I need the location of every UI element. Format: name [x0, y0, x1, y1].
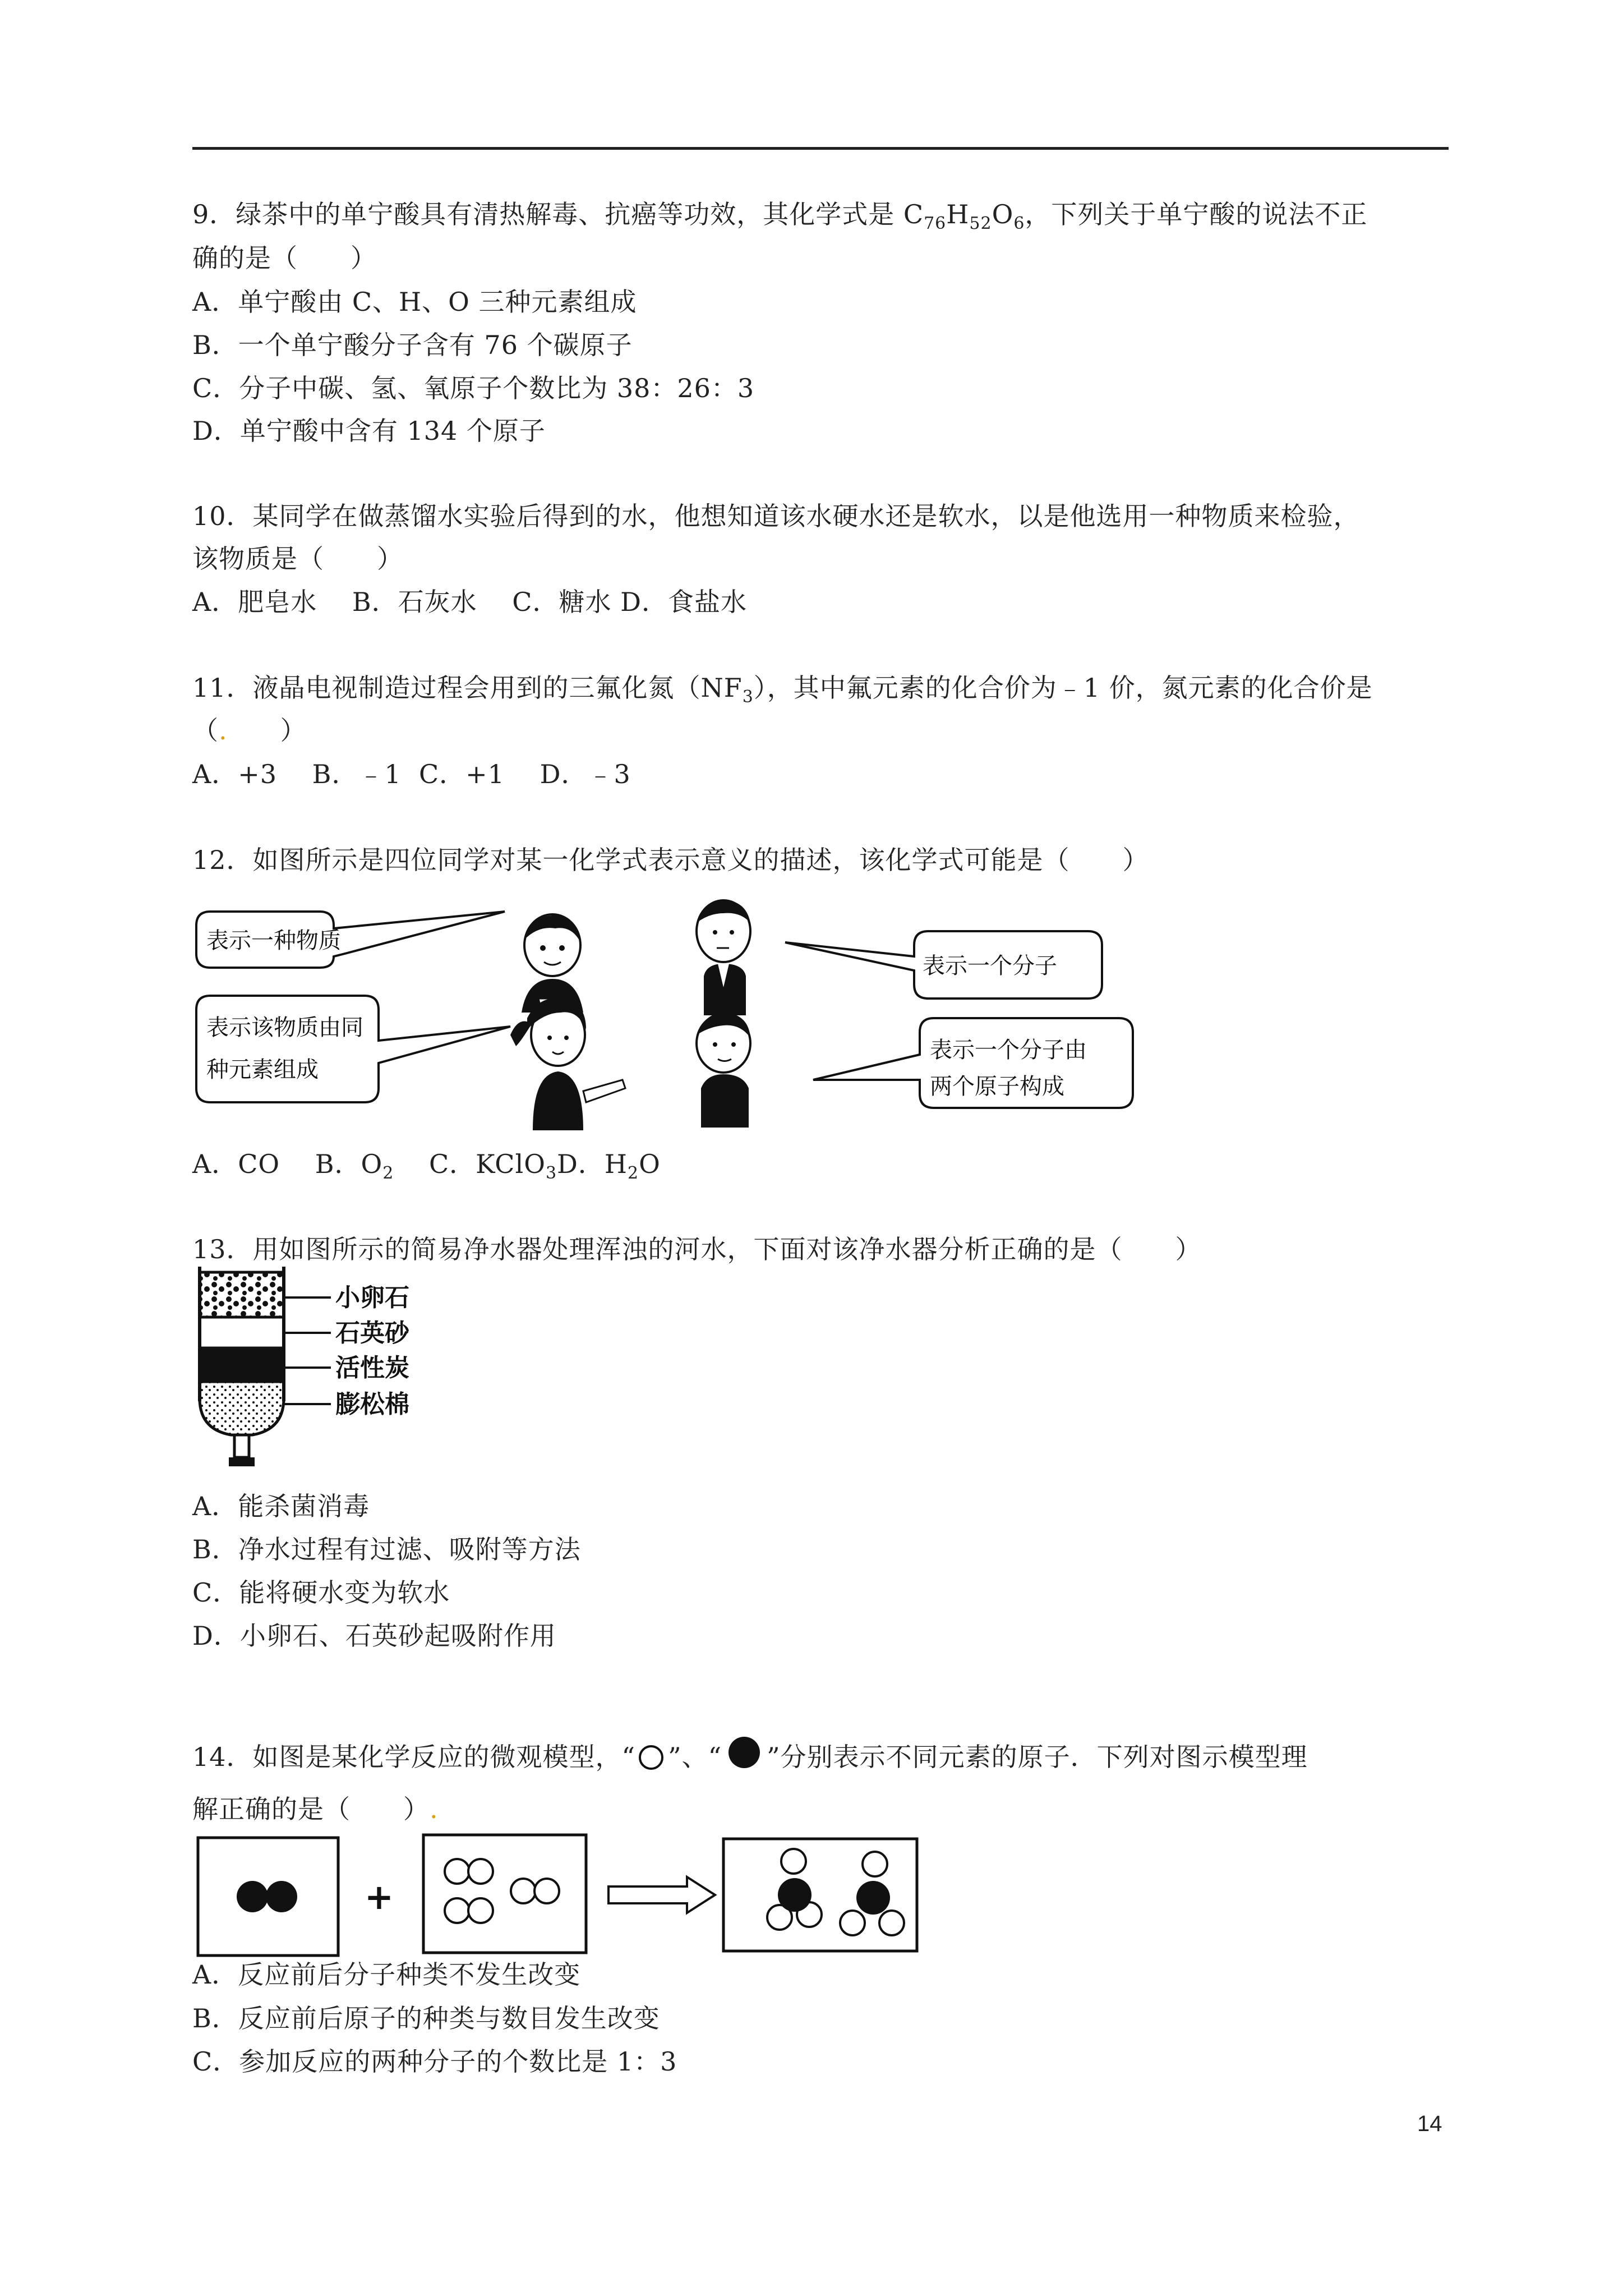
- q14-option-b: B．反应前后原子的种类与数目发生改变: [192, 2003, 660, 2033]
- q9-stem-line1: 9．绿茶中的单宁酸具有清热解毒、抗癌等功效，其化学式是 $C_{76}H_{52}O_6$，下列关于单宁酸的说法不正: [192, 199, 1368, 233]
- q13-option-d: D．小卵石、石英砂起吸附作用: [192, 1621, 556, 1651]
- q12-stem: 12．如图所示是四位同学对某一化学式表示意义的描述，该化学式可能是（ ）: [192, 845, 1149, 875]
- q13-stem: 13．用如图所示的简易净水器处理浑浊的河水，下面对该净水器分析正确的是（ ）: [192, 1234, 1202, 1264]
- q13-option-c: C．能将硬水变为软水: [192, 1577, 450, 1608]
- quartz-sand-layer: [200, 1317, 284, 1348]
- bubble-text-3a: 表示该物质由同: [206, 1015, 363, 1041]
- bubble-text-3b: 种元素组成: [206, 1057, 319, 1083]
- water-purifier-figure: [196, 1267, 465, 1480]
- q9-option-b: B．一个单宁酸分子含有 76 个碳原子: [192, 330, 633, 360]
- plus-sign: +: [365, 1876, 394, 1917]
- q13-option-a: A．能杀菌消毒: [192, 1491, 370, 1521]
- q10-stem-line2: 该物质是（ ）: [192, 544, 403, 574]
- q11-stem-line1: 11．液晶电视制造过程会用到的三氟化氮$(NF_3)$，其中氟元素的化合价为﹣1 价，氮元素的化合价是: [192, 673, 1373, 707]
- activated-carbon-layer: [200, 1348, 284, 1382]
- speech-bubble-2: [785, 931, 1102, 999]
- student-1-icon: [522, 914, 583, 1013]
- page-number: 14: [1417, 2111, 1442, 2136]
- header-rule: [192, 147, 1449, 150]
- q9-option-d: D．单宁酸中含有 134 个原子: [192, 416, 546, 446]
- student-2-icon: [697, 900, 750, 1015]
- reactant-box-2: [423, 1835, 586, 1953]
- label-activated-carbon: 活性炭: [335, 1354, 409, 1382]
- q12-options: A．CO B．$O_2$ C．KClO$_3$D．$H_2O$: [192, 1149, 661, 1183]
- q9-option-a: A．单宁酸由 C、H、O 三种元素组成: [192, 287, 637, 317]
- white-atom-icon: [635, 1743, 668, 1772]
- bubble-text-1: 表示一种物质: [206, 928, 341, 954]
- student-4-icon: [697, 1013, 750, 1128]
- q14-option-c: C．参加反应的两种分子的个数比是 1：3: [192, 2046, 677, 2077]
- pebble-layer: [200, 1272, 284, 1317]
- q11-stem-line2: （. ）: [192, 715, 307, 746]
- q10-options: A．肥皂水 B．石灰水 C．糖水 D．食盐水: [192, 587, 747, 617]
- q10-stem-line1: 10．某同学在做蒸馏水实验后得到的水，他想知道该水硬水还是软水，以是他选用一种物质来检验，: [192, 501, 1360, 531]
- black-atom-icon: [722, 1736, 767, 1769]
- q11-options: A．+3 B．﹣1 C．+1 D．﹣3: [192, 759, 631, 789]
- q12-students-figure: [191, 895, 1144, 1147]
- q13-option-b: B．净水过程有过滤、吸附等方法: [192, 1534, 581, 1565]
- speech-bubble-1: [196, 912, 505, 968]
- label-pebbles: 小卵石: [335, 1283, 409, 1312]
- reaction-model-figure: [193, 1833, 956, 1962]
- reaction-arrow-icon: [608, 1877, 715, 1913]
- label-quartz-sand: 石英砂: [335, 1319, 409, 1347]
- q9-option-c: C．分子中碳、氢、氧原子个数比为 38：26：3: [192, 373, 755, 403]
- q14-stem-line1: 14．如图是某化学反应的微观模型，“ ”、“ ”分别表示不同元素的原子．下列对图示模型理: [192, 1736, 1308, 1774]
- bubble-text-4b: 两个原子构成: [930, 1074, 1064, 1099]
- q14-stem-line2: 解正确的是（ ）.: [192, 1794, 439, 1824]
- cotton-layer: [200, 1382, 284, 1435]
- speech-bubble-4: [813, 1018, 1133, 1108]
- q9-stem-line2: 确的是（ ）: [192, 243, 377, 273]
- bubble-text-4a: 表示一个分子由: [930, 1037, 1087, 1063]
- speech-bubble-3: [196, 996, 510, 1102]
- bubble-text-2: 表示一个分子: [923, 953, 1057, 979]
- q14-option-a: A．反应前后分子种类不发生改变: [192, 1959, 581, 1990]
- student-3-icon: [510, 998, 625, 1130]
- label-cotton: 膨松棉: [335, 1390, 409, 1419]
- purifier-bottle-icon: [200, 1267, 284, 1466]
